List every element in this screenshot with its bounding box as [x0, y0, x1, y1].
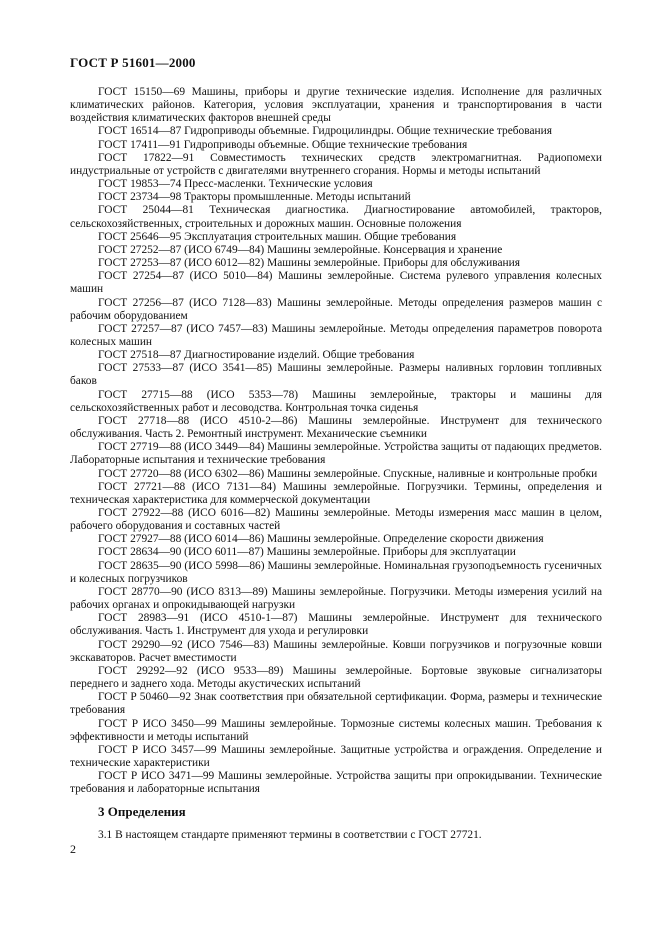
- reference-entry: ГОСТ 28634—90 (ИСО 6011—87) Машины землеройные. Приборы для эксплуатации: [98, 546, 516, 559]
- reference-entry: ГОСТ 27252—87 (ИСО 6749—84) Машины землеройные. Консервация и хранение: [98, 243, 503, 256]
- reference-entry: ГОСТ 19853—74 Пресс-масленки. Технические условия: [98, 178, 373, 191]
- reference-entry: ГОСТ 28770—90 (ИСО 8313—89) Машины землеройные. Погрузчики. Методы измерения усилий на рабочих органах и опрокидывающей нагрузки: [70, 585, 602, 612]
- reference-entry: ГОСТ 27257—87 (ИСО 7457—83) Машины землеройные. Методы определения параметров поворота колесных машин: [70, 322, 602, 348]
- reference-entry: ГОСТ 27256—87 (ИСО 7128—83) Машины землеройные. Методы определения размеров машин с рабочим оборудованием: [70, 296, 602, 322]
- reference-entry: ГОСТ 25646—95 Эксплуатация строительных машин. Общие требования: [98, 230, 457, 243]
- reference-entry: ГОСТ 16514—87 Гидроприводы объемные. Гидроцилиндры. Общие технические требования: [98, 125, 552, 138]
- reference-entry: ГОСТ 17822—91 Совместимость технических средств электромагнитная. Радиопомехи индустриальные от устройств с двигателями внутреннего сгорания. Нормы и методы испытаний: [70, 151, 602, 177]
- document-body: [70, 86, 602, 843]
- reference-entry: ГОСТ 27720—88 (ИСО 6302—86) Машины землеройные. Спускные, наливные и контрольные пробки: [98, 467, 598, 480]
- reference-entry: ГОСТ Р ИСО 3450—99 Машины землеройные. Тормозные системы колесных машин. Требования к эффективности и методы испытаний: [70, 717, 602, 743]
- reference-entry: ГОСТ 27518—87 Диагностирование изделий. Общие требования: [98, 349, 415, 362]
- reference-entry: ГОСТ 25044—81 Техническая диагностика. Диагностирование автомобилей, тракторов, сельскохозяйственных, строительных и дорожных машин. Основные положения: [70, 204, 602, 230]
- reference-entry: ГОСТ 23734—98 Тракторы промышленные. Методы испытаний: [98, 191, 411, 204]
- reference-entry: ГОСТ 15150—69 Машины, приборы и другие технические изделия. Исполнение для различных климатических районов. Категория, условия эксплуатации, хранения и транспортирования в части воздействия климатических факторов внешней среды: [70, 86, 602, 125]
- page-number: 2: [70, 842, 76, 856]
- reference-entry: ГОСТ Р 50460—92 Знак соответствия при обязательной сертификации. Форма, размеры и технические требования: [70, 691, 602, 717]
- reference-entry: ГОСТ 27718—88 (ИСО 4510-2—86) Машины землеройные. Инструмент для технического обслуживания. Часть 2. Ремонтный инструмент. Механические съемники: [70, 414, 602, 441]
- reference-entry: ГОСТ 29290—92 (ИСО 7546—83) Машины землеройные. Ковши погрузчиков и погрузочные ковши экскаваторов. Расчет вместимости: [70, 638, 602, 664]
- reference-entry: ГОСТ 28635—90 (ИСО 5998—86) Машины землеройные. Номинальная грузоподъемность гусеничных и колесных погрузчиков: [70, 559, 602, 585]
- reference-entry: ГОСТ Р ИСО 3457—99 Машины землеройные. Защитные устройства и ограждения. Определение и технические характеристики: [70, 743, 602, 769]
- reference-entry: ГОСТ 27927—88 (ИСО 6014—86) Машины землеройные. Определение скорости движения: [98, 533, 544, 546]
- section-paragraph: 3.1 В настоящем стандарте применяют термины в соответствии с ГОСТ 27721.: [98, 829, 482, 842]
- reference-entry: ГОСТ 29292—92 (ИСО 9533—89) Машины землеройные. Бортовые звуковые сигнализаторы переднего и заднего хода. Методы акустических испытаний: [70, 664, 602, 691]
- reference-entry: ГОСТ 27253—87 (ИСО 6012—82) Машины землеройные. Приборы для обслуживания: [98, 257, 520, 270]
- section-title: 3 Определения: [98, 804, 186, 820]
- reference-entry: ГОСТ 27719—88 (ИСО 3449—84) Машины землеройные. Устройства защиты от падающих предметов. Лабораторные испытания и технические требования: [70, 441, 602, 467]
- reference-entry: ГОСТ 27922—88 (ИСО 6016—82) Машины землеройные. Методы измерения масс машин в целом, рабочего оборудования и составных частей: [70, 507, 602, 533]
- reference-entry: ГОСТ 27715—88 (ИСО 5353—78) Машины землеройные, тракторы и машины для сельскохозяйственных работ и лесоводства. Контрольная точка сиденья: [70, 388, 602, 414]
- reference-entry: ГОСТ Р ИСО 3471—99 Машины землеройные. Устройства защиты при опрокидывании. Технические требования и лабораторные испытания: [70, 770, 602, 796]
- reference-list: [70, 86, 602, 796]
- reference-entry: ГОСТ 27721—88 (ИСО 7131—84) Машины землеройные. Погрузчики. Термины, определения и техническая характеристика для коммерческой документации: [70, 480, 602, 506]
- page-header: ГОСТ Р 51601—2000: [70, 55, 196, 70]
- reference-entry: ГОСТ 28983—91 (ИСО 4510-1—87) Машины землеройные. Инструмент для технического обслуживания. Часть 1. Инструмент для ухода и регулировки: [70, 612, 602, 638]
- reference-entry: ГОСТ 27254—87 (ИСО 5010—84) Машины землеройные. Система рулевого управления колесных машин: [70, 270, 602, 296]
- reference-entry: ГОСТ 17411—91 Гидроприводы объемные. Общие технические требования: [98, 138, 468, 151]
- reference-entry: ГОСТ 27533—87 (ИСО 3541—85) Машины землеройные. Размеры наливных горловин топливных баков: [70, 362, 602, 388]
